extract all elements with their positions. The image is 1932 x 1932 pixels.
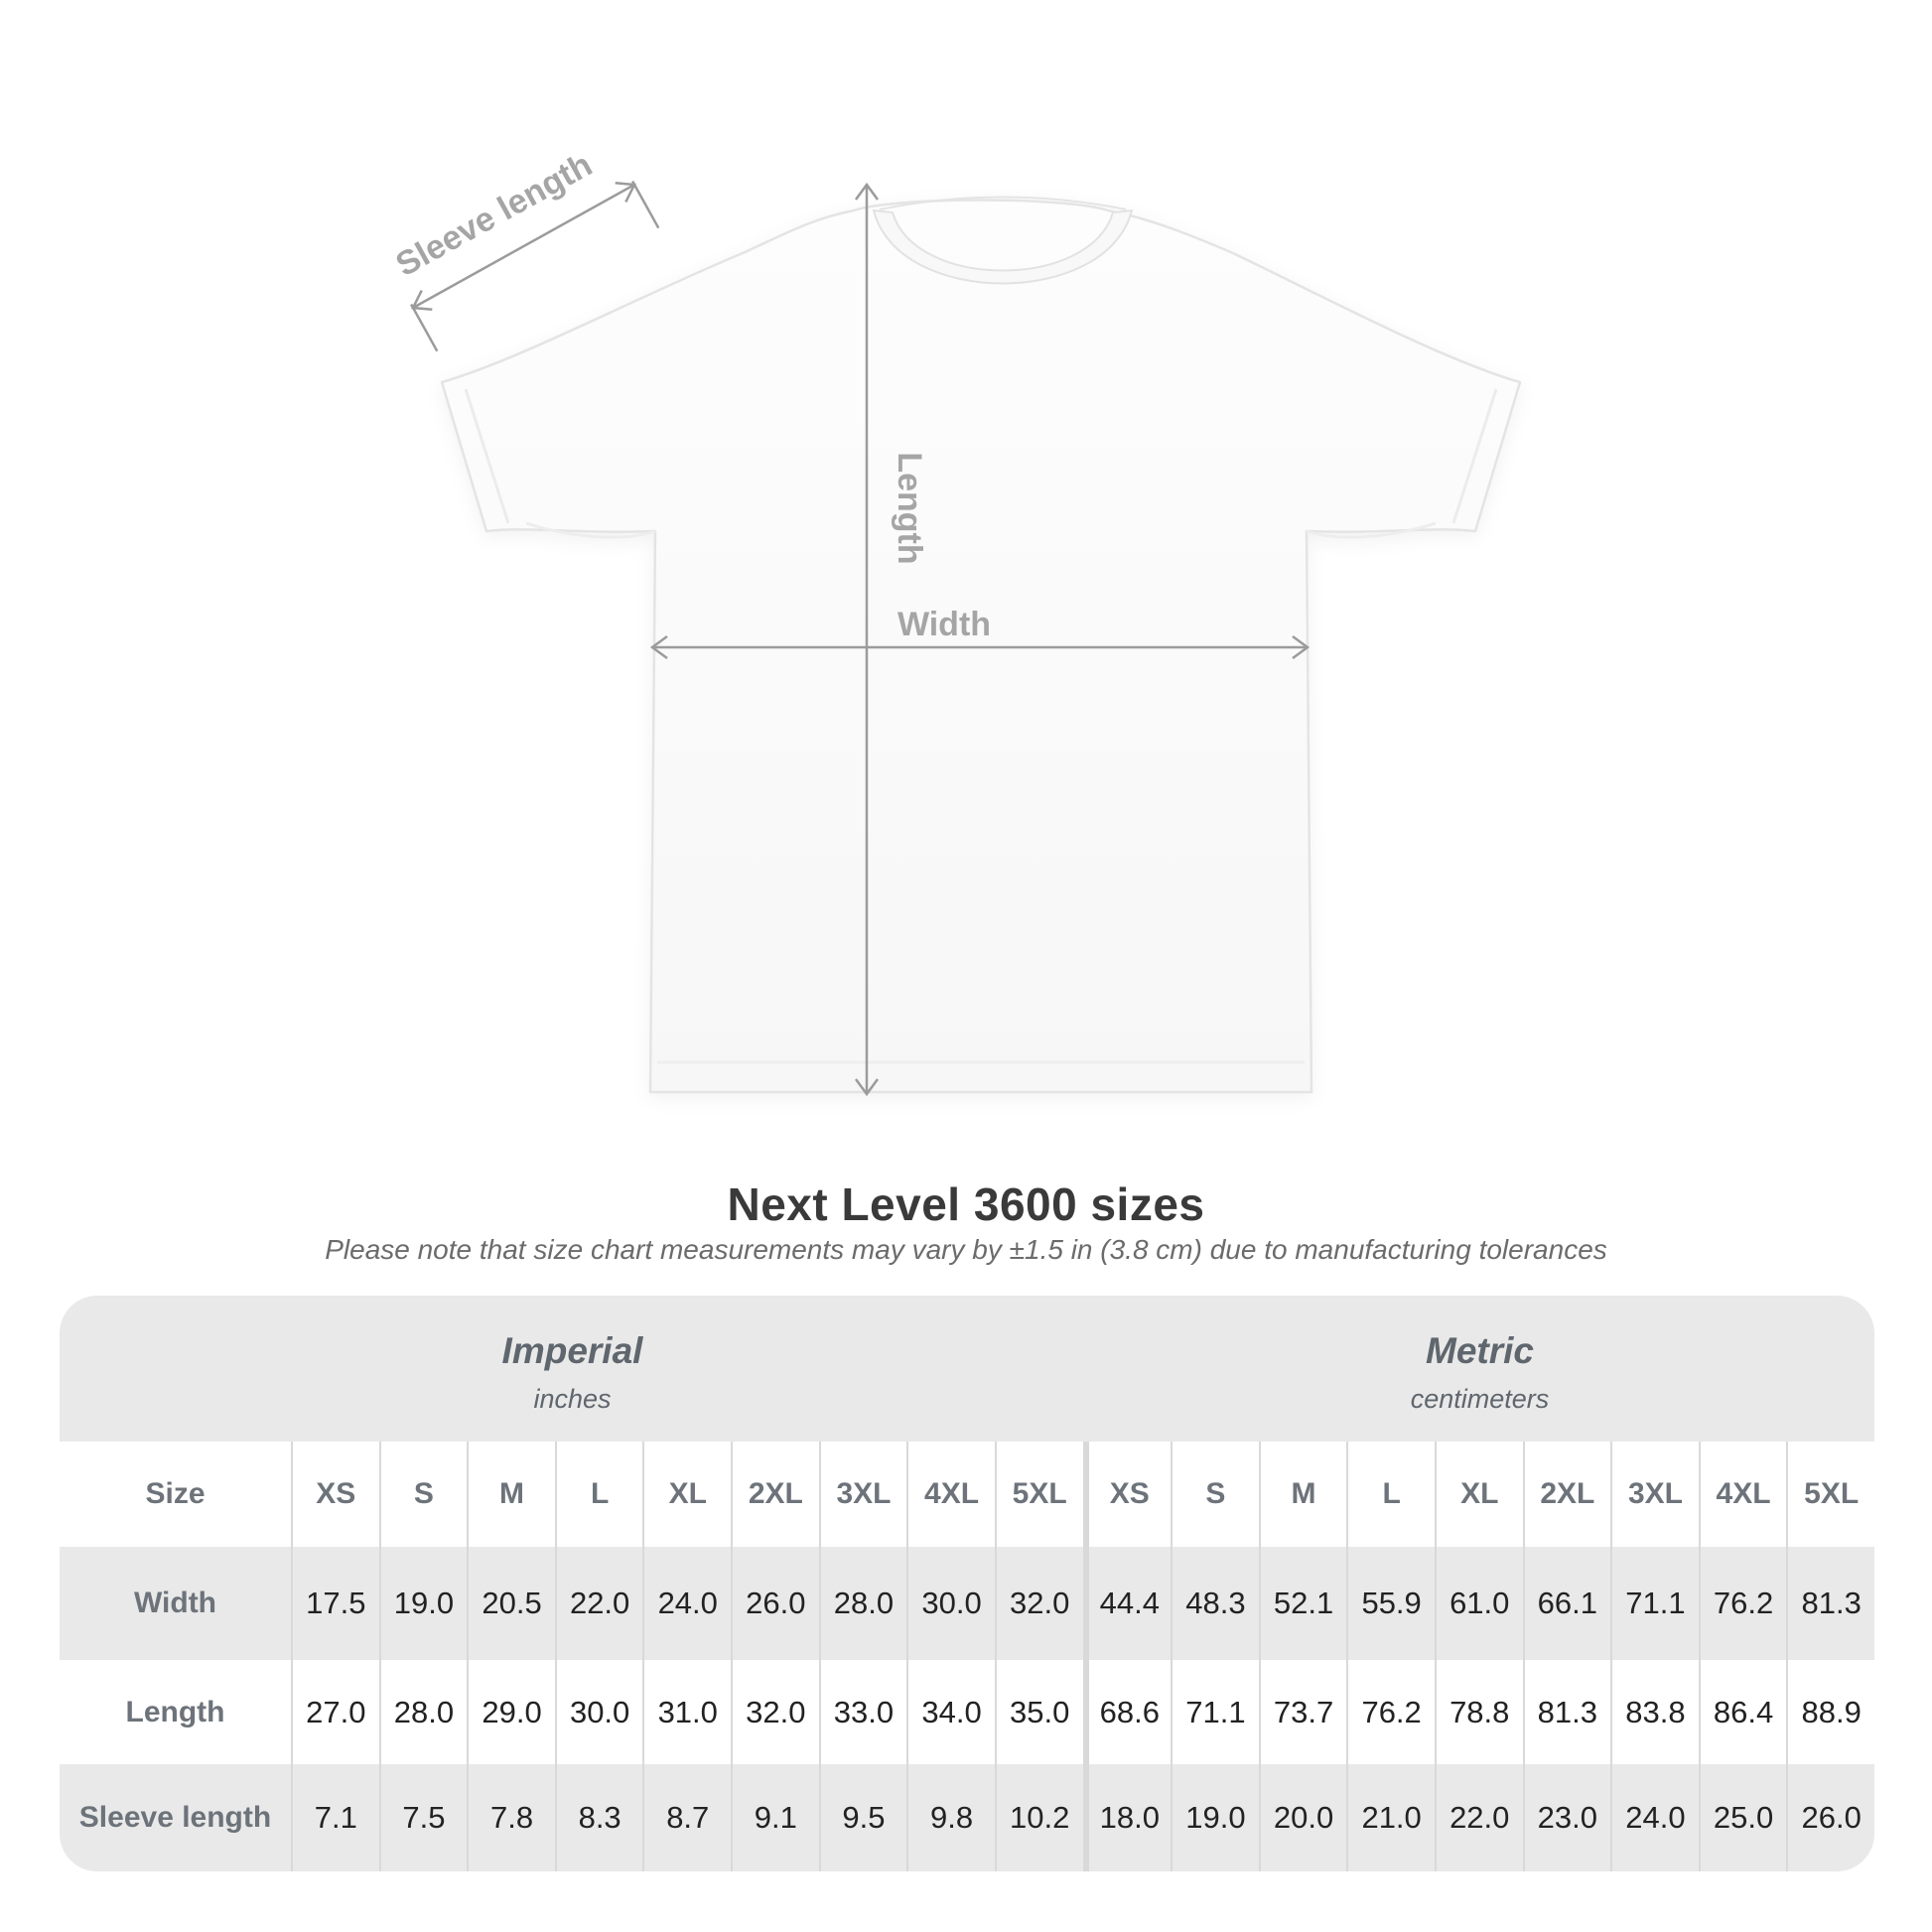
width-in: 30.0 bbox=[906, 1547, 995, 1660]
size-header-metric: M bbox=[1259, 1442, 1347, 1547]
size-header-imperial: S bbox=[379, 1442, 468, 1547]
size-header-imperial: XL bbox=[642, 1442, 731, 1547]
width-cm: 66.1 bbox=[1523, 1547, 1611, 1660]
row-label-width: Width bbox=[133, 1587, 217, 1619]
size-header-imperial: L bbox=[555, 1442, 643, 1547]
sleeve-cm: 20.0 bbox=[1259, 1764, 1347, 1871]
size-header-metric: 4XL bbox=[1699, 1442, 1787, 1547]
length-cm: 78.8 bbox=[1435, 1660, 1523, 1764]
page-title: Next Level 3600 sizes bbox=[727, 1178, 1205, 1230]
width-cm: 76.2 bbox=[1699, 1547, 1787, 1660]
width-in: 22.0 bbox=[555, 1547, 643, 1660]
length-cm: 76.2 bbox=[1346, 1660, 1435, 1764]
size-column-header: Size bbox=[145, 1477, 206, 1510]
size-header-imperial: 5XL bbox=[995, 1442, 1083, 1547]
table-row-length bbox=[60, 1660, 1874, 1764]
sleeve-in: 9.5 bbox=[819, 1764, 907, 1871]
sleeve-in: 7.8 bbox=[467, 1764, 555, 1871]
imperial-unit-label: inches bbox=[533, 1384, 612, 1414]
width-cm: 61.0 bbox=[1435, 1547, 1523, 1660]
sleeve-in: 8.3 bbox=[555, 1764, 643, 1871]
width-in: 26.0 bbox=[731, 1547, 819, 1660]
length-cm: 68.6 bbox=[1083, 1660, 1172, 1764]
size-header-metric: S bbox=[1171, 1442, 1259, 1547]
sleeve-in: 7.5 bbox=[379, 1764, 468, 1871]
sleeve-cm: 21.0 bbox=[1346, 1764, 1435, 1871]
width-cm: 44.4 bbox=[1083, 1547, 1172, 1660]
length-cm: 88.9 bbox=[1786, 1660, 1874, 1764]
length-in: 35.0 bbox=[995, 1660, 1083, 1764]
sleeve-in: 10.2 bbox=[995, 1764, 1083, 1871]
length-cm: 83.8 bbox=[1610, 1660, 1699, 1764]
size-header-metric: XS bbox=[1083, 1442, 1172, 1547]
width-in: 28.0 bbox=[819, 1547, 907, 1660]
sleeve-length-label: Sleeve length bbox=[389, 145, 599, 285]
size-header-imperial: 4XL bbox=[906, 1442, 995, 1547]
sleeve-in: 8.7 bbox=[642, 1764, 731, 1871]
width-in: 20.5 bbox=[467, 1547, 555, 1660]
size-header-imperial: 3XL bbox=[819, 1442, 907, 1547]
length-in: 32.0 bbox=[731, 1660, 819, 1764]
sleeve-cm: 24.0 bbox=[1610, 1764, 1699, 1871]
sleeve-cm: 22.0 bbox=[1435, 1764, 1523, 1871]
sleeve-cm: 25.0 bbox=[1699, 1764, 1787, 1871]
width-cm: 52.1 bbox=[1259, 1547, 1347, 1660]
tolerance-note: Please note that size chart measurements may vary by ±1.5 in (3.8 cm) due to manufacturing tolerances bbox=[325, 1234, 1607, 1265]
imperial-system-label: Imperial bbox=[501, 1330, 643, 1371]
imperial-header bbox=[60, 1296, 1085, 1442]
table-row-sleeve-length bbox=[60, 1764, 1874, 1871]
length-label: Length bbox=[891, 452, 928, 565]
table-row-width bbox=[60, 1547, 1874, 1660]
length-in: 28.0 bbox=[379, 1660, 468, 1764]
size-header-metric: 3XL bbox=[1610, 1442, 1699, 1547]
length-in: 29.0 bbox=[467, 1660, 555, 1764]
row-label-length: Length bbox=[125, 1695, 225, 1728]
width-in: 17.5 bbox=[291, 1547, 379, 1660]
size-table bbox=[60, 1296, 1874, 1871]
width-in: 24.0 bbox=[642, 1547, 731, 1660]
width-cm: 48.3 bbox=[1171, 1547, 1259, 1660]
size-header-metric: L bbox=[1346, 1442, 1435, 1547]
length-cm: 73.7 bbox=[1259, 1660, 1347, 1764]
sleeve-cm: 18.0 bbox=[1083, 1764, 1172, 1871]
length-cm: 71.1 bbox=[1171, 1660, 1259, 1764]
length-in: 34.0 bbox=[906, 1660, 995, 1764]
size-header-imperial: 2XL bbox=[731, 1442, 819, 1547]
length-cm: 86.4 bbox=[1699, 1660, 1787, 1764]
length-cm: 81.3 bbox=[1523, 1660, 1611, 1764]
width-cm: 71.1 bbox=[1610, 1547, 1699, 1660]
size-header-metric: 5XL bbox=[1786, 1442, 1874, 1547]
row-label-sleeve-length: Sleeve length bbox=[78, 1801, 272, 1834]
table-row-sizes bbox=[60, 1442, 1874, 1547]
size-header-imperial: M bbox=[467, 1442, 555, 1547]
sleeve-cm: 19.0 bbox=[1171, 1764, 1259, 1871]
metric-header bbox=[1085, 1296, 1874, 1442]
size-header-metric: 2XL bbox=[1523, 1442, 1611, 1547]
tshirt-graphic bbox=[442, 198, 1520, 1093]
unit-header-row bbox=[60, 1296, 1874, 1442]
width-in: 19.0 bbox=[379, 1547, 468, 1660]
length-in: 31.0 bbox=[642, 1660, 731, 1764]
size-header-metric: XL bbox=[1435, 1442, 1523, 1547]
metric-unit-label: centimeters bbox=[1410, 1384, 1550, 1414]
length-in: 33.0 bbox=[819, 1660, 907, 1764]
width-cm: 55.9 bbox=[1346, 1547, 1435, 1660]
length-in: 30.0 bbox=[555, 1660, 643, 1764]
sleeve-in: 9.1 bbox=[731, 1764, 819, 1871]
length-in: 27.0 bbox=[291, 1660, 379, 1764]
sleeve-in: 9.8 bbox=[906, 1764, 995, 1871]
width-label: Width bbox=[897, 606, 992, 643]
sleeve-in: 7.1 bbox=[291, 1764, 379, 1871]
size-header-imperial: XS bbox=[291, 1442, 379, 1547]
width-in: 32.0 bbox=[995, 1547, 1083, 1660]
sleeve-cm: 23.0 bbox=[1523, 1764, 1611, 1871]
sleeve-cm: 26.0 bbox=[1786, 1764, 1874, 1871]
metric-system-label: Metric bbox=[1426, 1330, 1534, 1371]
width-cm: 81.3 bbox=[1786, 1547, 1874, 1660]
